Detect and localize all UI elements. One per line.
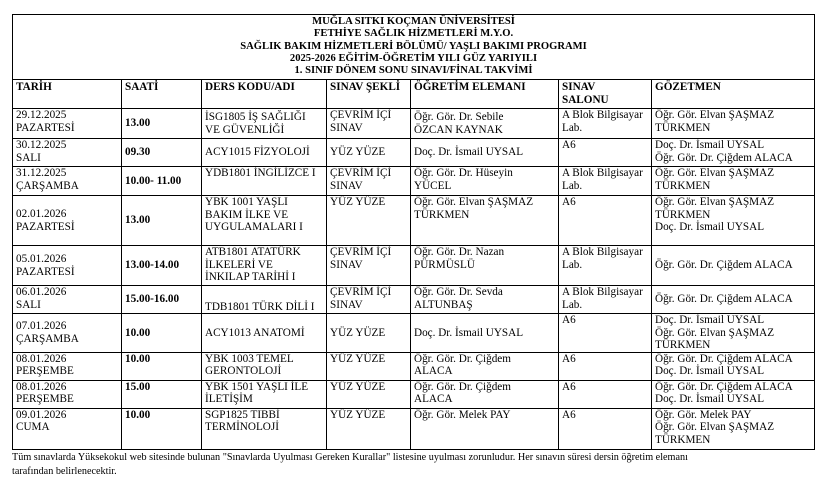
cell-date [13,139,122,167]
exam-day: PERŞEMBE [16,393,74,405]
instructor-line: Öğr. Gör. Dr. Hüseyin [414,167,513,179]
cell-instructor [411,314,559,353]
course-name-line: GERONTOLOJİ [205,365,282,377]
exam-mode-line: SINAV [330,258,363,271]
cell-exam-mode [327,139,411,167]
cell-course [202,380,327,408]
instructor-line: Öğr. Gör. Dr. Çiğdem [414,380,511,393]
table-row [13,286,815,314]
cell-instructor [411,246,559,286]
instructor-line: Doç. Dr. İsmail UYSAL [414,326,524,339]
cell-course [202,286,327,314]
cell-course [202,139,327,167]
proctor-line: Öğr. Gör. Dr. Çiğdem ALACA [655,352,793,365]
exam-date: 08.01.2026 [16,352,67,365]
room-line: A6 [562,380,576,393]
course-name-line: ACY1013 ANATOMİ [205,326,305,339]
room-line: A Blok Bilgisayar [562,167,643,179]
instructor-line: Öğr. Gör. Elvan ŞAŞMAZ [414,196,534,208]
cell-instructor [411,139,559,167]
instructor-line: Öğr. Gör. Melek PAY [414,408,511,421]
cell-exam-mode [327,314,411,353]
exam-date: 09.01.2026 [16,408,67,421]
instructor-line: YÜCEL [414,179,452,192]
cell-proctor [652,380,815,408]
cell-date [13,109,122,139]
course-name-line: ACY1015 FİZYOLOJİ [205,146,310,159]
table-row [13,352,815,380]
proctor-line: Öğr. Gör. Elvan ŞAŞMAZ [655,196,775,208]
exam-day: PAZARTESİ [16,220,75,233]
exam-mode-line: ÇEVRİM İÇİ [330,109,392,121]
cell-time: 15.00-16.00 [122,286,202,314]
proctor-line: Öğr. Gör. Melek PAY [655,408,752,421]
exam-mode-line: YÜZ YÜZE [330,326,386,339]
school-name: FETHİYE SAĞLIK HİZMETLERİ M.Y.O. [313,28,514,40]
cell-time: 10.00- 11.00 [122,167,202,196]
cell-exam-mode [327,109,411,139]
proctor-line: Doç. Dr. İsmail UYSAL [655,393,765,405]
exam-mode-line: YÜZ YÜZE [330,380,386,393]
cell-instructor [411,196,559,246]
instructor-line: ALACA [414,365,453,377]
proctor-line: TÜRKMEN [655,433,711,446]
exam-mode-line: YÜZ YÜZE [330,408,386,421]
course-name-line: BAKIM İLKE VE [205,208,289,221]
col-header-ogretim: ÖĞRETİM ELEMANI [411,80,559,109]
exam-day: ÇARŞAMBA [16,179,79,192]
exam-date: 29.12.2025 [16,109,67,121]
exam-schedule-table [12,14,815,450]
cell-time: 13.00 [122,109,202,139]
cell-course [202,167,327,196]
cell-room [559,380,652,408]
proctor-line: Doç. Dr. İsmail UYSAL [655,314,765,326]
exam-mode-line: SINAV [330,121,363,134]
instructor-line: ALACA [414,393,453,405]
proctor-line: Doç. Dr. İsmail UYSAL [655,139,765,151]
cell-time: 10.00 [122,408,202,449]
cell-room [559,196,652,246]
cell-exam-mode [327,286,411,314]
course-name-line: ATB1801 ATATÜRK [205,246,301,258]
proctor-line: TÜRKMEN [655,179,711,192]
cell-date [13,286,122,314]
cell-exam-mode [327,352,411,380]
exam-date: 05.01.2026 [16,253,67,265]
cell-instructor [411,167,559,196]
course-name-line: İSG1805 İŞ SAĞLIĞI [205,111,306,123]
instructor-line: ÖZCAN KAYNAK [414,123,503,136]
cell-room [559,352,652,380]
col-header-sekil: SINAV ŞEKLİ [327,80,411,109]
room-line: A Blok Bilgisayar [562,286,643,298]
cell-date [13,246,122,286]
exam-mode-line: SINAV [330,298,363,311]
cell-date [13,352,122,380]
instructor-line: ALTUNBAŞ [414,298,473,311]
cell-instructor [411,380,559,408]
cell-course [202,246,327,286]
exam-day: PAZARTESİ [16,265,75,278]
proctor-line: Öğr. Gör. Dr. Çiğdem ALACA [655,259,793,272]
room-line: A6 [562,314,576,326]
cell-exam-mode [327,408,411,449]
proctor-line: Öğr. Gör. Dr. Çiğdem ALACA [655,293,793,306]
proctor-line: Öğr. Gör. Elvan ŞAŞMAZ [655,421,775,433]
room-line: A Blok Bilgisayar [562,246,643,258]
column-header-row [13,80,815,109]
cell-time: 10.00 [122,352,202,380]
room-line: Lab. [562,298,583,311]
exam-mode-line: YÜZ YÜZE [330,352,386,365]
proctor-line: TÜRKMEN [655,121,711,134]
course-name-line: YBK 1501 YAŞLI İLE [205,380,309,393]
course-name-line: YDB1801 İNGİLİZCE I [205,167,316,179]
cell-instructor [411,286,559,314]
exam-day: CUMA [16,421,50,433]
exam-date: 08.01.2026 [16,380,67,393]
cell-room [559,314,652,353]
col-header-salon-line2: SALONU [562,93,609,106]
proctor-line: Öğr. Gör. Elvan ŞAŞMAZ [655,326,775,339]
proctor-line: TÜRKMEN [655,208,711,221]
cell-time: 09.30 [122,139,202,167]
cell-exam-mode [327,380,411,408]
cell-room [559,167,652,196]
exam-day: PERŞEMBE [16,365,74,377]
cell-date [13,314,122,353]
cell-exam-mode [327,196,411,246]
cell-date [13,196,122,246]
exam-day: SALI [16,151,41,164]
course-name-line: İNKILAP TARİHİ I [205,271,296,283]
exam-mode-line: ÇEVRİM İÇİ [330,246,392,258]
room-line: A6 [562,196,576,208]
room-line: A Blok Bilgisayar [562,109,643,121]
course-name-line: SGP1825 TIBBİ [205,408,280,421]
course-name-line: UYGULAMALARI I [205,221,303,233]
schedule-rows [13,109,815,450]
exam-mode-line: YÜZ YÜZE [330,196,386,208]
col-header-tarih: TARİH [13,80,122,109]
room-line: Lab. [562,121,583,134]
table-row [13,167,815,196]
proctor-line: Doç. Dr. İsmail UYSAL [655,365,765,377]
table-row [13,109,815,139]
cell-room [559,408,652,449]
exam-date: 06.01.2026 [16,286,67,298]
cell-proctor [652,109,815,139]
instructor-line: Öğr. Gör. Dr. Sebile [414,111,504,123]
cell-proctor [652,314,815,353]
col-header-salon-line1: SINAV [562,81,596,93]
room-line: A6 [562,408,576,421]
room-line: Lab. [562,179,583,192]
proctor-line: Öğr. Gör. Dr. Çiğdem ALACA [655,151,793,164]
exam-date: 31.12.2025 [16,167,67,179]
cell-course [202,314,327,353]
cell-proctor [652,352,815,380]
footnote-line-2: tarafından belirlenecektir. [12,465,117,477]
table-row [13,196,815,246]
cell-instructor [411,352,559,380]
course-name-line: YBK 1001 YAŞLI [205,196,288,208]
cell-instructor [411,109,559,139]
cell-course [202,196,327,246]
course-name-line: TDB1801 TÜRK DİLİ I [205,300,315,313]
exam-mode-line: SINAV [330,179,363,192]
cell-instructor [411,408,559,449]
cell-room [559,109,652,139]
col-header-salon [559,80,652,109]
cell-exam-mode [327,246,411,286]
cell-room [559,139,652,167]
proctor-line: Doç. Dr. İsmail UYSAL [655,221,765,233]
proctor-line: TÜRKMEN [655,339,711,351]
table-row [13,139,815,167]
exam-day: ÇARŞAMBA [16,332,79,345]
col-header-saati: SAATİ [122,80,202,109]
cell-room [559,286,652,314]
instructor-line: Öğr. Gör. Dr. Nazan [414,246,505,258]
cell-date [13,167,122,196]
room-line: A6 [562,352,576,365]
cell-time: 15.00 [122,380,202,408]
cell-course [202,352,327,380]
instructor-line: PÜRMÜSLÜ [414,258,475,271]
course-name-line: TERMİNOLOJİ [205,421,279,433]
course-name-line: İLETİŞİM [205,393,253,405]
cell-course [202,408,327,449]
exam-mode-line: ÇEVRİM İÇİ [330,167,392,179]
document-title [13,15,815,80]
cell-proctor [652,246,815,286]
cell-room [559,246,652,286]
title-row [13,15,815,80]
table-row [13,246,815,286]
proctor-line: Öğr. Gör. Elvan ŞAŞMAZ [655,109,775,121]
cell-time: 10.00 [122,314,202,353]
exam-mode-line: ÇEVRİM İÇİ [330,286,392,298]
university-name: MUĞLA SITKI KOÇMAN ÜNİVERSİTESİ [312,16,515,27]
table-row [13,380,815,408]
cell-proctor [652,286,815,314]
room-line: Lab. [562,258,583,271]
exam-day: SALI [16,298,41,311]
proctor-line: Öğr. Gör. Elvan ŞAŞMAZ [655,167,775,179]
instructor-line: Doç. Dr. İsmail UYSAL [414,146,524,159]
col-header-ders: DERS KODU/ADI [202,80,327,109]
exam-date: 02.01.2026 [16,208,67,220]
instructor-line: Öğr. Gör. Dr. Sevda [414,286,503,298]
exam-mode-line: YÜZ YÜZE [330,146,386,159]
table-row [13,314,815,353]
cell-proctor [652,196,815,246]
instructor-line: TÜRKMEN [414,208,470,221]
exam-schedule-sheet [12,14,814,450]
department-name: SAĞLIK BAKIM HİZMETLERİ BÖLÜMÜ/ YAŞLI BAKIMI PROGRAMI [240,40,587,52]
course-name-line: VE GÜVENLİĞİ [205,123,285,136]
col-header-gozetmen: GÖZETMEN [652,80,815,109]
exam-date: 07.01.2026 [16,320,67,333]
cell-date [13,380,122,408]
instructor-line: Öğr. Gör. Dr. Çiğdem [414,352,511,365]
exam-day: PAZARTESİ [16,121,75,134]
exam-date: 30.12.2025 [16,139,67,151]
cell-proctor [652,408,815,449]
footnote-line-1: Tüm sınavlarda Yüksekokul web sitesinde bulunan "Sınavlarda Uyulması Gereken Kurallar" listesine uyulması zorunludur. Her sınavın süresi dersin öğretim elemanı [12,452,688,463]
footnote [12,451,812,478]
course-name-line: YBK 1003 TEMEL [205,352,294,365]
academic-term: 2025-2026 EĞİTİM-ÖĞRETİM YILI GÜZ YARIYILI [289,52,538,64]
cell-proctor [652,139,815,167]
course-name-line: İLKELERİ VE [205,258,273,271]
table-row [13,408,815,449]
cell-date [13,408,122,449]
cell-exam-mode [327,167,411,196]
schedule-title: 1. SINIF DÖNEM SONU SINAVI/FİNAL TAKVİMİ [294,65,533,77]
proctor-line: Öğr. Gör. Dr. Çiğdem ALACA [655,380,793,393]
room-line: A6 [562,139,576,151]
cell-time: 13.00 [122,196,202,246]
cell-proctor [652,167,815,196]
cell-time: 13.00-14.00 [122,246,202,286]
cell-course [202,109,327,139]
